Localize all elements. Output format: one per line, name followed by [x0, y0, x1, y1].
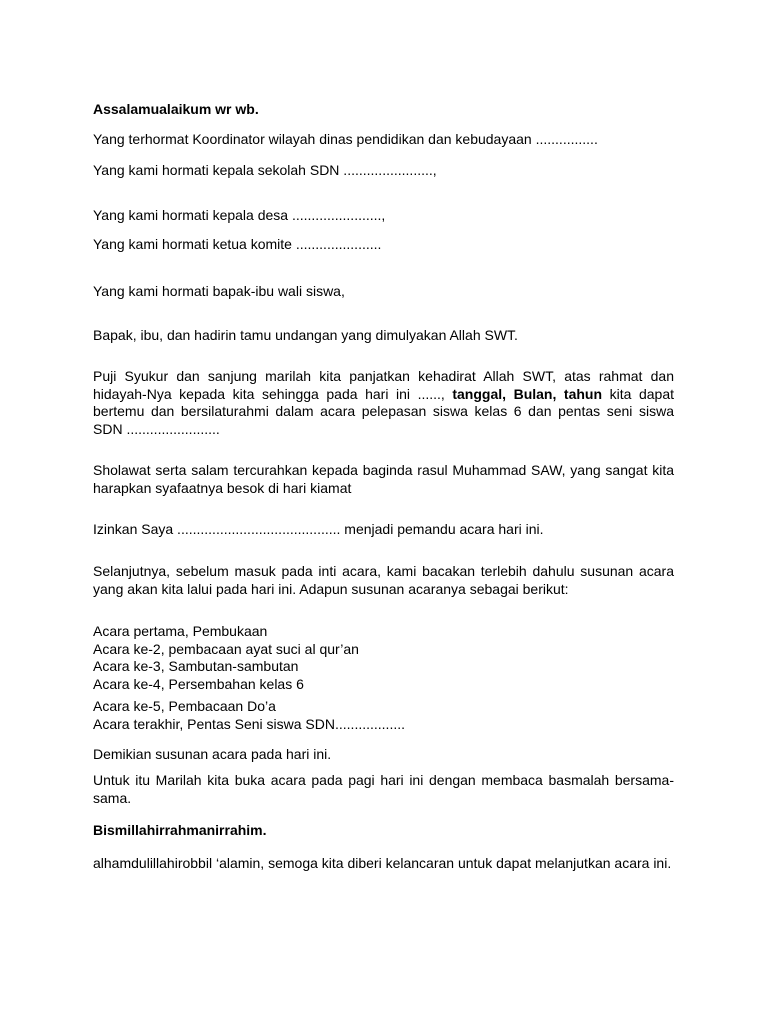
agenda-list-2	[93, 698, 674, 733]
selanjutnya-paragraph: Selanjutnya, sebelum masuk pada inti acara, kami bacakan terlebih dahulu susunan acara yang akan kita lalui pada hari ini. Adapun susunan acaranya sebagai berikut:	[93, 563, 674, 597]
izinkan-paragraph: Izinkan Saya .......................................... menjadi pemandu acara hari ini.	[93, 521, 544, 537]
sholawat-paragraph: Sholawat serta salam tercurahkan kepada baginda rasul Muhammad SAW, yang sangat kita harapkan syafaatnya besok di hari kiamat	[93, 462, 674, 496]
agenda-item: Acara ke-5, Pembacaan Do’a	[93, 698, 276, 714]
address-wali-siswa: Yang kami hormati bapak-ibu wali siswa,	[93, 283, 345, 299]
untuk-itu-paragraph: Untuk itu Marilah kita buka acara pada pagi hari ini dengan membaca basmalah bersama-sama.	[93, 772, 674, 806]
alhamdulillah-paragraph: alhamdulillahirobbil ‘alamin, semoga kita diberi kelancaran untuk dapat melanjutkan acara ini.	[93, 855, 672, 871]
agenda-item: Acara pertama, Pembukaan	[93, 623, 268, 639]
puji-syukur-text: Puji Syukur dan sanjung marilah kita panjatkan kehadirat Allah SWT, atas rahmat dan hidayah-Nya kepada kita sehingga pada hari ini ......,	[93, 368, 674, 402]
agenda-item: Acara ke-4, Persembahan kelas 6	[93, 675, 304, 692]
address-hadirin: Bapak, ibu, dan hadirin tamu undangan yang dimulyakan Allah SWT.	[93, 327, 518, 343]
address-koordinator: Yang terhormat Koordinator wilayah dinas pendidikan dan kebudayaan ................	[93, 131, 598, 147]
agenda-item: Acara ke-3, Sambutan-sambutan	[93, 658, 299, 674]
puji-syukur-text-end: kita dapat bertemu dan bersilaturahmi dalam acara pelepasan siswa kelas 6 dan pentas seni siswa SDN ........................	[93, 385, 674, 437]
bismillah-heading: Bismillahirrahmanirrahim.	[93, 822, 267, 838]
puji-syukur-date-placeholder: tanggal, Bulan, tahun	[452, 385, 603, 402]
address-kepala-desa: Yang kami hormati kepala desa .......................,	[93, 207, 386, 223]
demikian-paragraph: Demikian susunan acara pada hari ini.	[93, 746, 332, 762]
address-kepala-sekolah: Yang kami hormati kepala sekolah SDN .......................,	[93, 162, 437, 178]
agenda-item: Acara ke-2, pembacaan ayat suci al qur’an	[93, 640, 359, 657]
address-ketua-komite: Yang kami hormati ketua komite ......................	[93, 236, 382, 252]
agenda-list-1	[93, 623, 674, 693]
greeting: Assalamualaikum wr wb.	[93, 101, 259, 117]
puji-syukur-paragraph	[93, 368, 674, 438]
agenda-item: Acara terakhir, Pentas Seni siswa SDN..................	[93, 715, 406, 732]
